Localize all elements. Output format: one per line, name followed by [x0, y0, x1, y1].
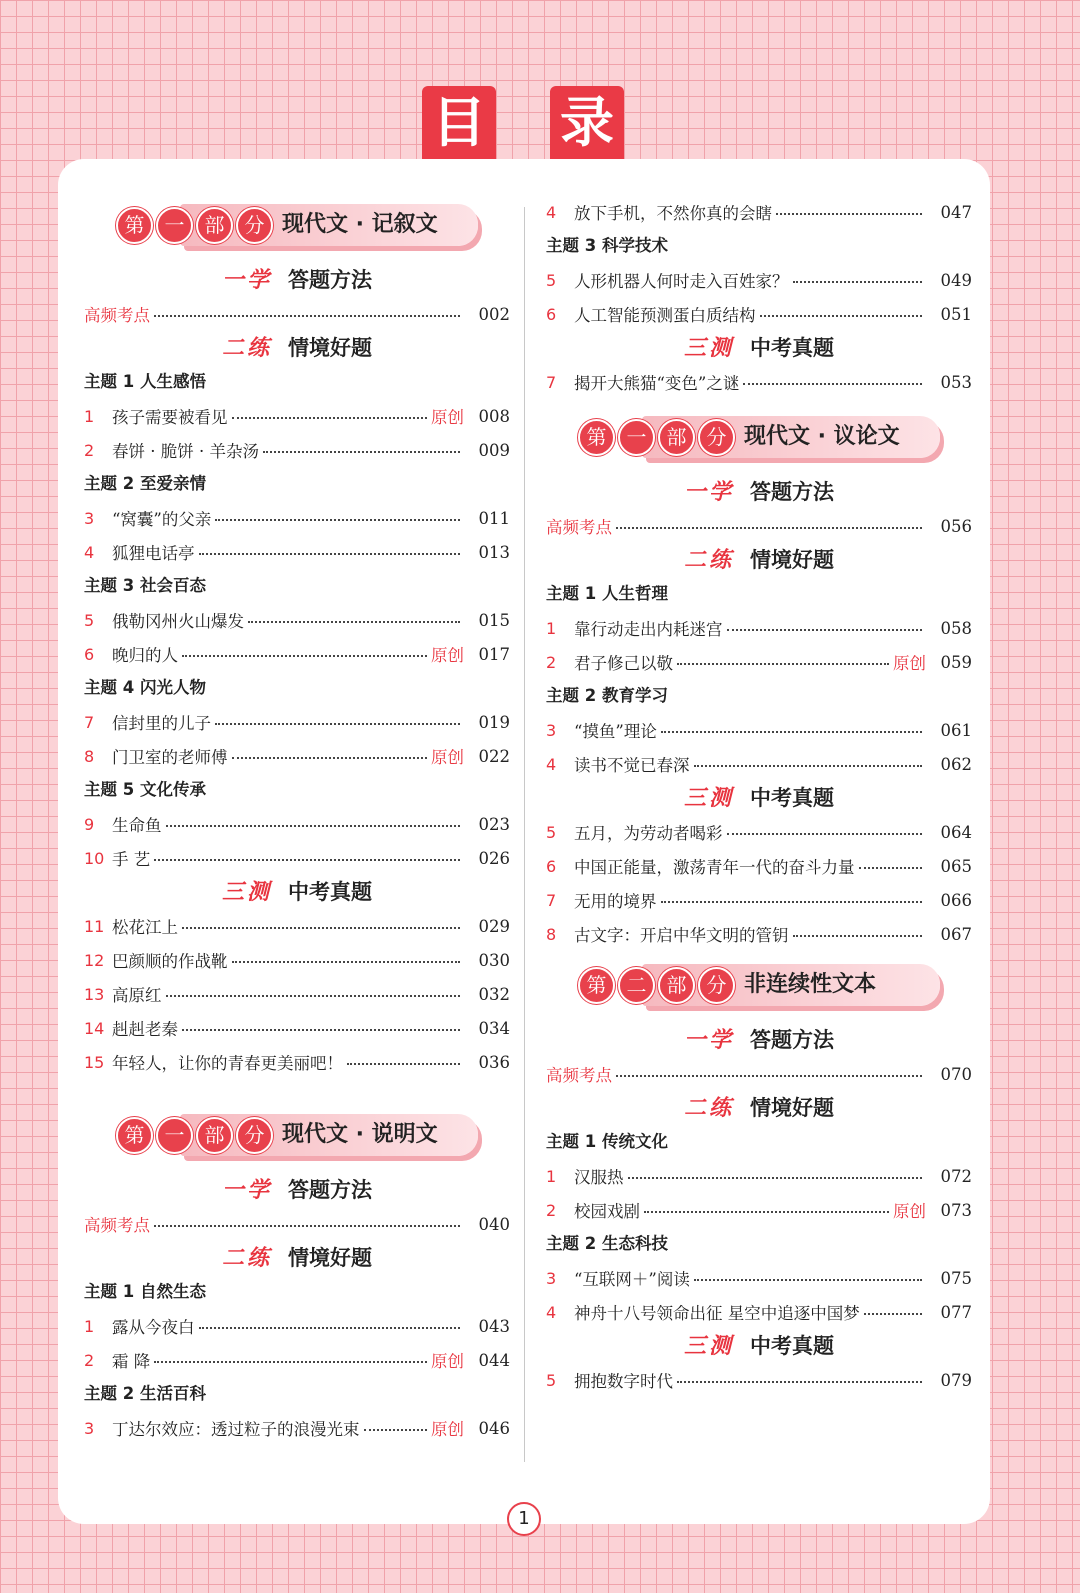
page-ref: 023 [478, 814, 510, 834]
toc-entry[interactable] [84, 807, 510, 841]
entry-number: 2 [84, 1350, 95, 1370]
toc-entry[interactable] [546, 263, 972, 297]
non-continuous-section-practice-title: 情境好题 [750, 1096, 834, 1120]
expository-section-key-points-row[interactable] [84, 1207, 510, 1241]
dot-leader [215, 723, 460, 725]
dot-leader [677, 1381, 922, 1383]
argumentative-section-learn-tag: 一学 [683, 480, 734, 505]
dot-leader [182, 1029, 460, 1031]
narrative-section-key-points-row[interactable] [84, 297, 510, 331]
argumentative-section-part-badge: 分 [698, 419, 735, 456]
non-continuous-section-learn-tag: 一学 [683, 1028, 734, 1053]
entry-number: 4 [546, 1302, 557, 1322]
page-ref: 073 [940, 1200, 972, 1220]
expository-section-learn-title: 答题方法 [288, 1178, 372, 1202]
page-number: 1 [507, 1502, 541, 1536]
toc-entry[interactable] [84, 637, 510, 671]
toc-entry[interactable] [546, 1363, 972, 1397]
toc-entry[interactable] [546, 611, 972, 645]
entry-title: 读书不觉已春深 [574, 756, 690, 775]
dot-leader [263, 451, 460, 453]
dot-leader [793, 935, 923, 937]
argumentative-section-learn-heading [546, 475, 972, 509]
entry-number: 8 [546, 924, 557, 944]
entry-number: 6 [546, 304, 557, 324]
entry-number: 14 [84, 1018, 105, 1038]
entry-title: 无用的境界 [574, 892, 657, 911]
argumentative-section-test-heading [546, 781, 972, 815]
page-ref: 008 [478, 406, 510, 426]
toc-entry[interactable] [84, 1045, 510, 1079]
expository-section-part-badge: 一 [156, 1117, 193, 1154]
expository-cont-test-heading [546, 331, 972, 365]
entry-title: 门卫室的老师傅 [112, 748, 228, 767]
dot-leader [727, 833, 923, 835]
entry-number: 15 [84, 1052, 105, 1072]
entry-title: 狐狸电话亭 [112, 544, 195, 563]
toc-title-char-1: 目 [422, 86, 496, 160]
toc-entry[interactable] [84, 1011, 510, 1045]
argumentative-section-practice-tag: 二练 [683, 548, 734, 573]
argumentative-section-header [578, 407, 972, 475]
narrative-section-part-badge: 部 [196, 207, 233, 244]
dot-leader [199, 553, 461, 555]
entry-number: 6 [546, 856, 557, 876]
toc-card [58, 159, 990, 1524]
expository-cont-test-title: 中考真题 [750, 336, 834, 360]
theme-heading: 主题 1 人生感悟 [84, 372, 206, 391]
entry-number: 7 [84, 712, 95, 732]
dot-leader [248, 621, 460, 623]
dot-leader [727, 629, 923, 631]
entry-title: 放下手机，不然你真的会瞎 [574, 204, 772, 223]
theme-heading: 主题 2 生态科技 [546, 1234, 668, 1253]
entry-number: 2 [546, 1200, 557, 1220]
entry-title: 中国正能量，激荡青年一代的奋斗力量 [574, 858, 855, 877]
entry-number: 7 [546, 890, 557, 910]
entry-title: 古文字：开启中华文明的管钥 [574, 926, 789, 945]
expository-cont-test-tag: 三测 [683, 336, 734, 361]
dot-leader [859, 867, 923, 869]
non-continuous-section-header [578, 955, 972, 1023]
dot-leader [661, 901, 923, 903]
toc-entry[interactable] [546, 645, 972, 679]
entry-title: 拥抱数字时代 [574, 1372, 673, 1391]
theme-heading: 主题 1 传统文化 [546, 1132, 668, 1151]
non-continuous-section-test-tag: 三测 [683, 1334, 734, 1359]
entry-number: 5 [84, 610, 95, 630]
entry-title: “摸鱼”理论 [574, 722, 657, 741]
original-badge: 原创 [431, 646, 464, 665]
entry-title: 霜 降 [112, 1352, 151, 1371]
toc-entry[interactable] [84, 433, 510, 467]
original-badge: 原创 [893, 654, 926, 673]
toc-entry[interactable] [84, 535, 510, 569]
dot-leader [760, 315, 923, 317]
narrative-section-part-badge: 一 [156, 207, 193, 244]
entry-title: 赳赳老秦 [112, 1020, 178, 1039]
dot-leader [154, 1225, 460, 1227]
original-badge: 原创 [893, 1202, 926, 1221]
entry-number: 2 [546, 652, 557, 672]
non-continuous-section-part-badge: 第 [578, 967, 615, 1004]
entry-number: 13 [84, 984, 105, 1004]
narrative-section-part-badge: 分 [236, 207, 273, 244]
dot-leader [628, 1177, 923, 1179]
dot-leader [154, 315, 460, 317]
section-spacer [84, 1079, 510, 1105]
toc-entry[interactable] [546, 883, 972, 917]
toc-entry[interactable] [546, 1295, 972, 1329]
non-continuous-section-part-badge: 部 [658, 967, 695, 1004]
narrative-section-practice-title: 情境好题 [288, 336, 372, 360]
entry-title: 校园戏剧 [574, 1202, 640, 1221]
non-continuous-section-learn-title: 答题方法 [750, 1028, 834, 1052]
dot-leader [166, 825, 461, 827]
page-ref: 011 [478, 508, 510, 528]
toc-entry[interactable] [84, 909, 510, 943]
page-ref: 056 [940, 516, 972, 536]
entry-title: 君子修己以敬 [574, 654, 673, 673]
entry-title: 靠行动走出内耗迷宫 [574, 620, 723, 639]
page-ref: 022 [478, 746, 510, 766]
page-ref: 044 [478, 1350, 510, 1370]
entry-number: 11 [84, 916, 105, 936]
expository-section-learn-tag: 一学 [221, 1178, 272, 1203]
page-ref: 067 [940, 924, 972, 944]
toc-title-char-2: 录 [550, 86, 624, 160]
page-ref: 019 [478, 712, 510, 732]
dot-leader [154, 859, 460, 861]
entry-title: 生命鱼 [112, 816, 162, 835]
page-ref: 058 [940, 618, 972, 638]
argumentative-section-part-badge: 第 [578, 419, 615, 456]
expository-section-learn-heading [84, 1173, 510, 1207]
theme-heading: 主题 3 科学技术 [546, 236, 668, 255]
entry-number: 3 [84, 1418, 95, 1438]
toc-entry[interactable] [546, 815, 972, 849]
toc-entry[interactable] [84, 977, 510, 1011]
dot-leader [232, 417, 428, 419]
non-continuous-section-test-title: 中考真题 [750, 1334, 834, 1358]
toc-entry[interactable] [84, 1309, 510, 1343]
non-continuous-section-practice-tag: 二练 [683, 1096, 734, 1121]
dot-leader [616, 527, 922, 529]
toc-entry[interactable] [84, 841, 510, 875]
entry-number: 5 [546, 822, 557, 842]
entry-number: 1 [84, 1316, 95, 1336]
key-points-label: 高频考点 [84, 306, 150, 325]
toc-entry[interactable] [546, 1193, 972, 1227]
dot-leader [182, 927, 460, 929]
entry-title: 神舟十八号领命出征 星空中追逐中国梦 [574, 1304, 860, 1323]
non-continuous-section-practice-heading [546, 1091, 972, 1125]
original-badge: 原创 [431, 1420, 464, 1439]
entry-title: 人形机器人何时走入百姓家？ [574, 272, 789, 291]
page-ref: 064 [940, 822, 972, 842]
theme-heading: 主题 2 生活百科 [84, 1384, 206, 1403]
entry-title: 手 艺 [112, 850, 151, 869]
argumentative-section-practice-heading [546, 543, 972, 577]
narrative-section-part-badges [116, 207, 273, 244]
argumentative-section-test-title: 中考真题 [750, 786, 834, 810]
entry-number: 2 [84, 440, 95, 460]
page-ref: 061 [940, 720, 972, 740]
expository-section-part-badges [116, 1117, 273, 1154]
theme-heading: 主题 5 文化传承 [84, 780, 206, 799]
entry-title: 春饼 · 脆饼 · 羊杂汤 [112, 442, 259, 461]
page-ref: 077 [940, 1302, 972, 1322]
theme-heading: 主题 3 社会百态 [84, 576, 206, 595]
entry-number: 1 [84, 406, 95, 426]
non-continuous-section-test-heading [546, 1329, 972, 1363]
entry-number: 3 [84, 508, 95, 528]
dot-leader [661, 731, 922, 733]
key-points-label: 高频考点 [546, 1066, 612, 1085]
toc-entry[interactable] [84, 943, 510, 977]
page-ref: 072 [940, 1166, 972, 1186]
toc-entry[interactable] [84, 603, 510, 637]
dot-leader [232, 757, 428, 759]
toc-entry[interactable] [546, 1261, 972, 1295]
toc-entry[interactable] [546, 917, 972, 951]
entry-title: 年轻人，让你的青春更美丽吧！ [112, 1054, 343, 1073]
toc-entry[interactable] [546, 747, 972, 781]
expository-section-part-badge: 分 [236, 1117, 273, 1154]
dot-leader [793, 281, 923, 283]
dot-leader [694, 1279, 922, 1281]
dot-leader [182, 655, 427, 657]
argumentative-section-part-badges [578, 419, 735, 456]
narrative-section-learn-heading [84, 263, 510, 297]
page-ref: 066 [940, 890, 972, 910]
toc-entry[interactable] [84, 739, 510, 773]
toc-entry[interactable] [546, 713, 972, 747]
dot-leader [616, 1075, 922, 1077]
dot-leader [743, 383, 922, 385]
page-ref: 065 [940, 856, 972, 876]
toc-entry[interactable] [546, 1159, 972, 1193]
page-ref: 046 [478, 1418, 510, 1438]
page-ref: 029 [478, 916, 510, 936]
entry-number: 4 [546, 202, 557, 222]
non-continuous-section-part-badge: 分 [698, 967, 735, 1004]
expository-section-part-badge: 第 [116, 1117, 153, 1154]
page-ref: 079 [940, 1370, 972, 1390]
page-ref: 030 [478, 950, 510, 970]
narrative-section-header [116, 195, 510, 263]
entry-number: 8 [84, 746, 95, 766]
page-ref: 075 [940, 1268, 972, 1288]
expository-section-practice-tag: 二练 [221, 1246, 272, 1271]
original-badge: 原创 [431, 408, 464, 427]
page-ref: 032 [478, 984, 510, 1004]
entry-number: 1 [546, 1166, 557, 1186]
entry-title: 高原红 [112, 986, 162, 1005]
expository-section-title: 现代文 · 说明文 [282, 1122, 438, 1147]
entry-title: 丁达尔效应：透过粒子的浪漫光束 [112, 1420, 360, 1439]
expository-section-practice-heading [84, 1241, 510, 1275]
narrative-section-part-badge: 第 [116, 207, 153, 244]
narrative-section-practice-tag: 二练 [221, 336, 272, 361]
non-continuous-section-title: 非连续性文本 [744, 972, 877, 997]
toc-right-column [546, 195, 972, 1397]
narrative-section-learn-tag: 一学 [221, 268, 272, 293]
non-continuous-section-key-points-row[interactable] [546, 1057, 972, 1091]
entry-number: 5 [546, 270, 557, 290]
argumentative-section-learn-title: 答题方法 [750, 480, 834, 504]
theme-heading: 主题 1 自然生态 [84, 1282, 206, 1301]
page-ref: 059 [940, 652, 972, 672]
section-spacer [546, 399, 972, 407]
entry-title: “窝囊”的父亲 [112, 510, 212, 529]
dot-leader [347, 1063, 460, 1065]
toc-entry[interactable] [546, 365, 972, 399]
page-ref: 062 [940, 754, 972, 774]
entry-title: 晚归的人 [112, 646, 178, 665]
original-badge: 原创 [431, 1352, 464, 1371]
entry-title: 人工智能预测蛋白质结构 [574, 306, 756, 325]
dot-leader [166, 995, 461, 997]
expository-section-part-badge: 部 [196, 1117, 233, 1154]
entry-title: “互联网＋”阅读 [574, 1270, 690, 1289]
toc-entry[interactable] [546, 849, 972, 883]
entry-number: 3 [546, 1268, 557, 1288]
entry-title: 孩子需要被看见 [112, 408, 228, 427]
narrative-section-test-tag: 三测 [221, 880, 272, 905]
narrative-section-title: 现代文 · 记叙文 [282, 212, 438, 237]
narrative-section-learn-title: 答题方法 [288, 268, 372, 292]
theme-heading: 主题 2 教育学习 [546, 686, 668, 705]
page-ref: 047 [940, 202, 972, 222]
toc-entry[interactable] [84, 501, 510, 535]
expository-section-header [116, 1105, 510, 1173]
expository-section-practice-title: 情境好题 [288, 1246, 372, 1270]
page-ref: 070 [940, 1064, 972, 1084]
entry-number: 4 [84, 542, 95, 562]
dot-leader [364, 1429, 428, 1431]
argumentative-section-test-tag: 三测 [683, 786, 734, 811]
narrative-section-practice-heading [84, 331, 510, 365]
page-ref: 034 [478, 1018, 510, 1038]
page-ref: 017 [478, 644, 510, 664]
dot-leader [154, 1361, 427, 1363]
page-ref: 053 [940, 372, 972, 392]
page-ref: 040 [478, 1214, 510, 1234]
key-points-label: 高频考点 [546, 518, 612, 537]
dot-leader [232, 961, 461, 963]
page-ref: 051 [940, 304, 972, 324]
theme-heading: 主题 2 至爱亲情 [84, 474, 206, 493]
entry-number: 1 [546, 618, 557, 638]
theme-heading: 主题 1 人生哲理 [546, 584, 668, 603]
non-continuous-section-learn-heading [546, 1023, 972, 1057]
theme-heading: 主题 4 闪光人物 [84, 678, 206, 697]
toc-entry[interactable] [546, 297, 972, 331]
entry-title: 五月，为劳动者喝彩 [574, 824, 723, 843]
toc-entry[interactable] [84, 1411, 510, 1445]
argumentative-section-title: 现代文 · 议论文 [744, 424, 900, 449]
entry-title: 汉服热 [574, 1168, 624, 1187]
argumentative-section-part-badge: 部 [658, 419, 695, 456]
dot-leader [864, 1313, 922, 1315]
toc-entry[interactable] [84, 399, 510, 433]
entry-title: 松花江上 [112, 918, 178, 937]
narrative-section-test-heading [84, 875, 510, 909]
column-divider [524, 207, 525, 1462]
entry-title: 揭开大熊猫“变色”之谜 [574, 374, 740, 393]
page-ref: 009 [478, 440, 510, 460]
key-points-label: 高频考点 [84, 1216, 150, 1235]
non-continuous-section-part-badge: 二 [618, 967, 655, 1004]
argumentative-section-key-points-row[interactable] [546, 509, 972, 543]
page-ref: 036 [478, 1052, 510, 1072]
page-ref: 002 [478, 304, 510, 324]
page-ref: 043 [478, 1316, 510, 1336]
toc-left-column [84, 195, 510, 1445]
entry-title: 露从今夜白 [112, 1318, 195, 1337]
non-continuous-section-part-badges [578, 967, 735, 1004]
entry-title: 信封里的儿子 [112, 714, 211, 733]
original-badge: 原创 [431, 748, 464, 767]
entry-number: 7 [546, 372, 557, 392]
narrative-section-test-title: 中考真题 [288, 880, 372, 904]
page-ref: 049 [940, 270, 972, 290]
dot-leader [644, 1211, 889, 1213]
entry-number: 9 [84, 814, 95, 834]
argumentative-section-practice-title: 情境好题 [750, 548, 834, 572]
entry-number: 10 [84, 848, 105, 868]
toc-entry[interactable] [546, 195, 972, 229]
entry-number: 5 [546, 1370, 557, 1390]
entry-number: 3 [546, 720, 557, 740]
page-ref: 015 [478, 610, 510, 630]
dot-leader [215, 519, 460, 521]
dot-leader [694, 765, 923, 767]
dot-leader [776, 213, 922, 215]
page-ref: 026 [478, 848, 510, 868]
toc-entry[interactable] [84, 1343, 510, 1377]
entry-title: 俄勒冈州火山爆发 [112, 612, 244, 631]
page-ref: 013 [478, 542, 510, 562]
entry-number: 4 [546, 754, 557, 774]
dot-leader [677, 663, 889, 665]
toc-entry[interactable] [84, 705, 510, 739]
argumentative-section-part-badge: 一 [618, 419, 655, 456]
entry-title: 巴颜顺的作战靴 [112, 952, 228, 971]
dot-leader [199, 1327, 461, 1329]
entry-number: 12 [84, 950, 105, 970]
entry-number: 6 [84, 644, 95, 664]
